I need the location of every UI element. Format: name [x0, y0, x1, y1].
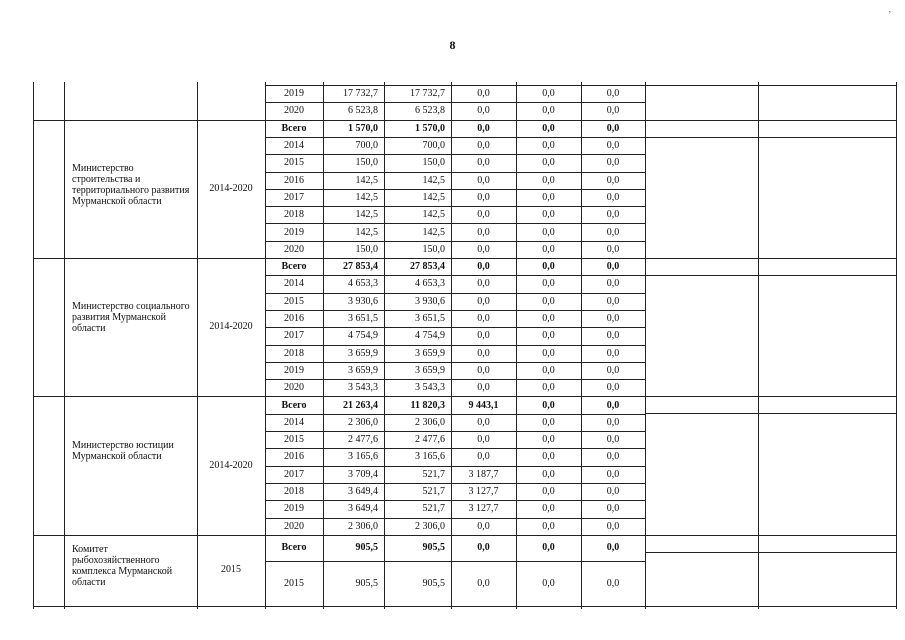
- year-cell: 2014: [284, 416, 304, 428]
- value-cell: 0,0: [606, 347, 620, 359]
- year-cell: Всего: [281, 399, 307, 411]
- value-cell: 17 732,7: [410, 88, 445, 100]
- value-cell: 2 306,0: [415, 416, 445, 428]
- period-cell: 2014-2020: [209, 182, 253, 194]
- value-cell: 142,5: [422, 191, 445, 203]
- value-cell: 905,5: [422, 577, 445, 589]
- value-cell: 0,0: [606, 174, 620, 186]
- value-cell: 0,0: [542, 295, 555, 307]
- row-divider: [645, 552, 896, 553]
- value-cell: 0,0: [542, 399, 555, 411]
- value-cell: 0,0: [606, 503, 620, 515]
- value-cell: 0,0: [542, 261, 555, 273]
- value-cell: 0,0: [542, 330, 555, 342]
- executor-name: Министерство строительства и территориального развития Мурманской области: [72, 162, 190, 207]
- value-cell: 150,0: [422, 243, 445, 255]
- row-divider: [265, 561, 645, 562]
- value-cell: 0,0: [477, 577, 490, 589]
- value-cell: 0,0: [542, 434, 555, 446]
- year-cell: Всего: [281, 261, 307, 273]
- value-cell: 521,7: [422, 468, 445, 480]
- row-divider: [645, 137, 896, 138]
- value-cell: 0,0: [477, 520, 490, 532]
- period-cell: 2014-2020: [209, 321, 253, 333]
- value-cell: 3 187,7: [468, 468, 499, 480]
- value-cell: 0,0: [606, 278, 620, 290]
- value-cell: 0,0: [477, 382, 490, 394]
- row-divider: [645, 85, 896, 86]
- value-cell: 142,5: [422, 174, 445, 186]
- value-cell: 0,0: [606, 486, 620, 498]
- row-divider: [34, 535, 896, 536]
- value-cell: 0,0: [542, 226, 555, 238]
- value-cell: 0,0: [542, 313, 555, 325]
- year-cell: 2015: [284, 295, 304, 307]
- value-cell: 3 930,6: [348, 295, 378, 307]
- value-cell: 0,0: [477, 347, 490, 359]
- value-cell: 0,0: [542, 542, 555, 554]
- value-cell: 0,0: [542, 209, 555, 221]
- period-cell: 2015: [221, 564, 241, 576]
- scan-mark: ,: [888, 4, 891, 14]
- value-cell: 27 853,4: [410, 261, 445, 273]
- budget-table: [33, 82, 896, 609]
- year-cell: 2019: [284, 226, 304, 238]
- value-cell: 0,0: [477, 434, 490, 446]
- value-cell: 0,0: [606, 191, 620, 203]
- value-cell: 0,0: [606, 313, 620, 325]
- value-cell: 3 649,4: [348, 503, 378, 515]
- year-cell: Всего: [281, 122, 307, 134]
- value-cell: 0,0: [477, 174, 490, 186]
- year-cell: 2017: [284, 330, 304, 342]
- value-cell: 27 853,4: [343, 261, 378, 273]
- executor-name: Комитет рыбохозяйственного комплекса Мурманской области: [72, 544, 173, 589]
- value-cell: 0,0: [542, 243, 555, 255]
- value-cell: 3 659,9: [415, 364, 445, 376]
- value-cell: 0,0: [606, 122, 620, 134]
- row-divider: [645, 275, 896, 276]
- value-cell: 0,0: [606, 434, 620, 446]
- value-cell: 4 754,9: [348, 330, 378, 342]
- value-cell: 17 732,7: [343, 88, 378, 100]
- value-cell: 2 306,0: [415, 520, 445, 532]
- year-cell: 2020: [284, 243, 304, 255]
- value-cell: 3 651,5: [348, 313, 378, 325]
- year-cell: 2019: [284, 503, 304, 515]
- period-cell: 2014-2020: [209, 459, 253, 471]
- value-cell: 6 523,8: [348, 105, 378, 117]
- value-cell: 142,5: [355, 209, 378, 221]
- value-cell: 0,0: [606, 88, 620, 100]
- value-cell: 0,0: [606, 364, 620, 376]
- value-cell: 0,0: [542, 122, 555, 134]
- value-cell: 0,0: [606, 261, 620, 273]
- value-cell: 0,0: [606, 416, 620, 428]
- value-cell: 0,0: [606, 226, 620, 238]
- year-cell: 2016: [284, 174, 304, 186]
- value-cell: 150,0: [355, 243, 378, 255]
- value-cell: 0,0: [477, 542, 490, 554]
- year-cell: 2020: [284, 382, 304, 394]
- value-cell: 0,0: [606, 209, 620, 221]
- value-cell: 3 659,9: [415, 347, 445, 359]
- value-cell: 142,5: [355, 174, 378, 186]
- value-cell: 521,7: [422, 503, 445, 515]
- value-cell: 2 306,0: [348, 416, 378, 428]
- year-cell: 2019: [284, 88, 304, 100]
- year-cell: 2019: [284, 364, 304, 376]
- value-cell: 0,0: [477, 416, 490, 428]
- value-cell: 3 709,4: [348, 468, 378, 480]
- value-cell: 2 477,6: [348, 434, 378, 446]
- value-cell: 0,0: [477, 105, 490, 117]
- value-cell: 3 165,6: [348, 451, 378, 463]
- value-cell: 0,0: [606, 157, 620, 169]
- value-cell: 0,0: [477, 261, 490, 273]
- column-divider: [758, 82, 759, 609]
- value-cell: 0,0: [477, 140, 490, 152]
- column-divider: [896, 82, 897, 609]
- column-divider: [64, 82, 65, 609]
- value-cell: 0,0: [606, 105, 620, 117]
- value-cell: 521,7: [422, 486, 445, 498]
- value-cell: 2 477,6: [415, 434, 445, 446]
- value-cell: 0,0: [542, 486, 555, 498]
- value-cell: 0,0: [542, 191, 555, 203]
- value-cell: 2 306,0: [348, 520, 378, 532]
- value-cell: 0,0: [477, 330, 490, 342]
- year-cell: Всего: [281, 542, 307, 554]
- value-cell: 0,0: [606, 399, 620, 411]
- year-cell: 2015: [284, 434, 304, 446]
- value-cell: 3 930,6: [415, 295, 445, 307]
- column-divider: [197, 82, 198, 609]
- year-cell: 2017: [284, 191, 304, 203]
- value-cell: 0,0: [606, 468, 620, 480]
- value-cell: 1 570,0: [415, 122, 445, 134]
- value-cell: 3 659,9: [348, 364, 378, 376]
- year-cell: 2014: [284, 140, 304, 152]
- value-cell: 1 570,0: [348, 122, 378, 134]
- value-cell: 0,0: [477, 226, 490, 238]
- value-cell: 4 653,3: [348, 278, 378, 290]
- value-cell: 0,0: [606, 451, 620, 463]
- value-cell: 0,0: [542, 364, 555, 376]
- value-cell: 3 543,3: [348, 382, 378, 394]
- year-cell: 2014: [284, 278, 304, 290]
- value-cell: 0,0: [477, 313, 490, 325]
- value-cell: 0,0: [542, 140, 555, 152]
- year-cell: 2018: [284, 347, 304, 359]
- value-cell: 905,5: [355, 542, 378, 554]
- row-divider: [645, 413, 896, 414]
- value-cell: 0,0: [606, 382, 620, 394]
- value-cell: 3 649,4: [348, 486, 378, 498]
- value-cell: 0,0: [542, 577, 555, 589]
- value-cell: 905,5: [355, 577, 378, 589]
- value-cell: 4 653,3: [415, 278, 445, 290]
- value-cell: 0,0: [477, 157, 490, 169]
- value-cell: 0,0: [542, 174, 555, 186]
- value-cell: 0,0: [477, 295, 490, 307]
- value-cell: 0,0: [542, 503, 555, 515]
- value-cell: 0,0: [606, 295, 620, 307]
- executor-name: Министерство юстиции Мурманской области: [72, 439, 174, 462]
- value-cell: 3 165,6: [415, 451, 445, 463]
- year-cell: 2018: [284, 209, 304, 221]
- value-cell: 3 543,3: [415, 382, 445, 394]
- value-cell: 0,0: [542, 451, 555, 463]
- value-cell: 3 651,5: [415, 313, 445, 325]
- value-cell: 0,0: [477, 243, 490, 255]
- year-cell: 2015: [284, 157, 304, 169]
- value-cell: 0,0: [542, 278, 555, 290]
- value-cell: 0,0: [477, 191, 490, 203]
- value-cell: 21 263,4: [343, 399, 378, 411]
- value-cell: 142,5: [355, 226, 378, 238]
- value-cell: 0,0: [542, 347, 555, 359]
- value-cell: 0,0: [477, 364, 490, 376]
- value-cell: 0,0: [606, 243, 620, 255]
- value-cell: 700,0: [422, 140, 445, 152]
- value-cell: 0,0: [542, 520, 555, 532]
- value-cell: 700,0: [355, 140, 378, 152]
- value-cell: 11 820,3: [410, 399, 445, 411]
- page-number: 8: [449, 38, 456, 52]
- year-cell: 2016: [284, 451, 304, 463]
- value-cell: 0,0: [542, 382, 555, 394]
- value-cell: 0,0: [477, 209, 490, 221]
- value-cell: 150,0: [422, 157, 445, 169]
- value-cell: 0,0: [477, 122, 490, 134]
- value-cell: 0,0: [606, 520, 620, 532]
- value-cell: 0,0: [542, 88, 555, 100]
- year-cell: 2015: [284, 577, 304, 589]
- value-cell: 0,0: [606, 140, 620, 152]
- column-divider: [645, 82, 646, 609]
- executor-name: Министерство социального развития Мурманской области: [72, 301, 190, 335]
- value-cell: 0,0: [477, 451, 490, 463]
- value-cell: 0,0: [477, 88, 490, 100]
- value-cell: 0,0: [542, 468, 555, 480]
- value-cell: 3 127,7: [468, 486, 499, 498]
- value-cell: 0,0: [606, 330, 620, 342]
- value-cell: 150,0: [355, 157, 378, 169]
- year-cell: 2020: [284, 105, 304, 117]
- value-cell: 0,0: [477, 278, 490, 290]
- row-divider: [34, 606, 896, 607]
- value-cell: 0,0: [542, 157, 555, 169]
- value-cell: 142,5: [422, 226, 445, 238]
- value-cell: 3 127,7: [468, 503, 499, 515]
- year-cell: 2018: [284, 486, 304, 498]
- year-cell: 2017: [284, 468, 304, 480]
- value-cell: 0,0: [542, 416, 555, 428]
- value-cell: 9 443,1: [468, 399, 499, 411]
- year-cell: 2020: [284, 520, 304, 532]
- value-cell: 0,0: [542, 105, 555, 117]
- value-cell: 4 754,9: [415, 330, 445, 342]
- value-cell: 142,5: [422, 209, 445, 221]
- value-cell: 0,0: [606, 542, 620, 554]
- value-cell: 142,5: [355, 191, 378, 203]
- value-cell: 6 523,8: [415, 105, 445, 117]
- value-cell: 0,0: [606, 577, 620, 589]
- value-cell: 3 659,9: [348, 347, 378, 359]
- value-cell: 905,5: [422, 542, 445, 554]
- year-cell: 2016: [284, 313, 304, 325]
